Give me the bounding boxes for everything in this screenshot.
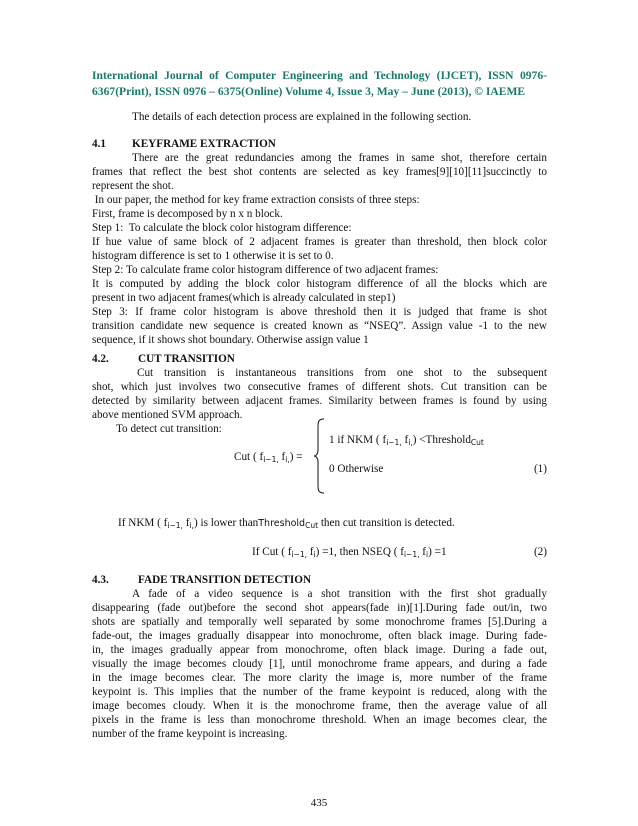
- s43-p1-line: pixels in the frame is less than monochrome threshold. When an image becomes clear, the: [92, 714, 547, 726]
- journal-header: International Journal of Computer Engineering and Technology (IJCET), ISSN 0976-6367(Print), ISSN 0976 – 6375(Online) Volume 4, Issue 3, May – June (2013), © IAEME: [92, 69, 547, 98]
- eq2-text: If Cut ( fi−1, fi) =1, then NSEQ ( fi−1, fi) =1: [252, 546, 447, 559]
- s42-p1-line: detected by similarity between adjacent frames. Similarity between frames is found by using: [92, 395, 547, 407]
- s43-p1-line: disappearing (fade out)before the second shot appears(fade in)[1].During fade out/in, two: [92, 602, 547, 614]
- intro-text: The details of each detection process are explained in the following section.: [132, 111, 472, 123]
- s41-p2-line: First, frame is decomposed by n x n block.: [92, 208, 283, 220]
- s43-p1-line: keypoint is. This implies that the number of the frame keypoint is reduced, along with the: [92, 686, 547, 698]
- section-4-3-heading: 4.3. FADE TRANSITION DETECTION: [92, 574, 312, 586]
- s42-p1-line: Cut transition is instantaneous transitions from one shot to the subsequent: [137, 367, 547, 379]
- s41-p2-line: Step 2: To calculate frame color histogram difference of two adjacent frames:: [92, 264, 439, 276]
- case-brace: [314, 418, 326, 494]
- s41-p2-line: present in two adjacent frames(which is already calculated in step1): [92, 292, 396, 304]
- s43-p1-line: image becomes cloudy. When it is the monochrome frame, then the average value of all: [92, 700, 547, 712]
- section-4-1-heading: 4.1 KEYFRAME EXTRACTION: [92, 138, 276, 150]
- s41-p1-line: There are the great redundancies among the frames in same shot, therefore certain: [132, 152, 547, 164]
- s41-p2-line: If hue value of same block of 2 adjacent frames is greater than threshold, then block color: [92, 236, 547, 248]
- s41-p2-line: Step 3: If frame color histogram is above threshold then it is judged that frame is shot: [92, 306, 547, 318]
- s41-p1-line: frames that reflect the best shot contents are selected as key frames[9][10][11]succinctly to: [92, 166, 547, 178]
- eq2-number: (2): [533, 546, 547, 558]
- s41-p2-line: It is computed by adding the block color histogram difference of all the blocks which are: [92, 278, 547, 290]
- section-4-2-heading: 4.2. CUT TRANSITION: [92, 353, 235, 365]
- s42-p1-line: shot, which just involves two consecutive frames of different shots. Cut transition can be: [92, 381, 547, 393]
- s41-p1-line: represent the shot.: [92, 180, 174, 192]
- s43-p1-line: in the image becomes clear. The more clarity the image is, more number of the frame: [92, 672, 547, 684]
- s41-p2-line: sequence, if it shows shot boundary. Otherwise assign value 1: [92, 334, 369, 346]
- s43-p1-line: shots are spatially and temporally well separated by some monochrome frames [5].During a: [92, 616, 547, 628]
- s42-detect-text: To detect cut transition:: [116, 423, 222, 435]
- eq1-number: (1): [533, 463, 547, 475]
- s43-p1-line: A fade of a video sequence is a shot transition with the first shot gradually: [132, 588, 547, 600]
- eq1-case-two: 0 Otherwise: [329, 463, 384, 475]
- s43-p1-line: visually the image becomes cloudy [1], until monochrome frame appears, and during a fade: [92, 658, 547, 670]
- page-number: 435: [310, 797, 328, 809]
- s42-p1-line: above mentioned SVM approach.: [92, 409, 243, 421]
- s43-p1-line: fade-out, the images gradually disappear into monochrome, often black image. During fade-: [92, 630, 547, 642]
- s41-p2-line: In our paper, the method for key frame extraction consists of three steps:: [92, 194, 420, 206]
- eq1-lhs: Cut ( fi−1, fi,) =: [234, 451, 303, 464]
- cut-condition-text: If NKM ( fi−1, fi,) is lower thanThresholdCut then cut transition is detected.: [118, 517, 455, 530]
- s41-p2-line: histogram difference is set to 1 otherwise it is set to 0.: [92, 250, 334, 262]
- eq1-case-one: 1 if NKM ( fi−1, fi,) <ThresholdCut: [329, 434, 484, 447]
- s43-p1-line: in, the images gradually appear from monochrome, often black image. During a fade out,: [92, 644, 547, 656]
- s41-p2-line: transition candidate new sequence is created known as “NSEQ”. Assign value -1 to the new: [92, 320, 547, 332]
- s43-p1-line: number of the frame keypoint is increasing.: [92, 728, 288, 740]
- s41-p2-line: Step 1: To calculate the block color histogram difference:: [92, 222, 352, 234]
